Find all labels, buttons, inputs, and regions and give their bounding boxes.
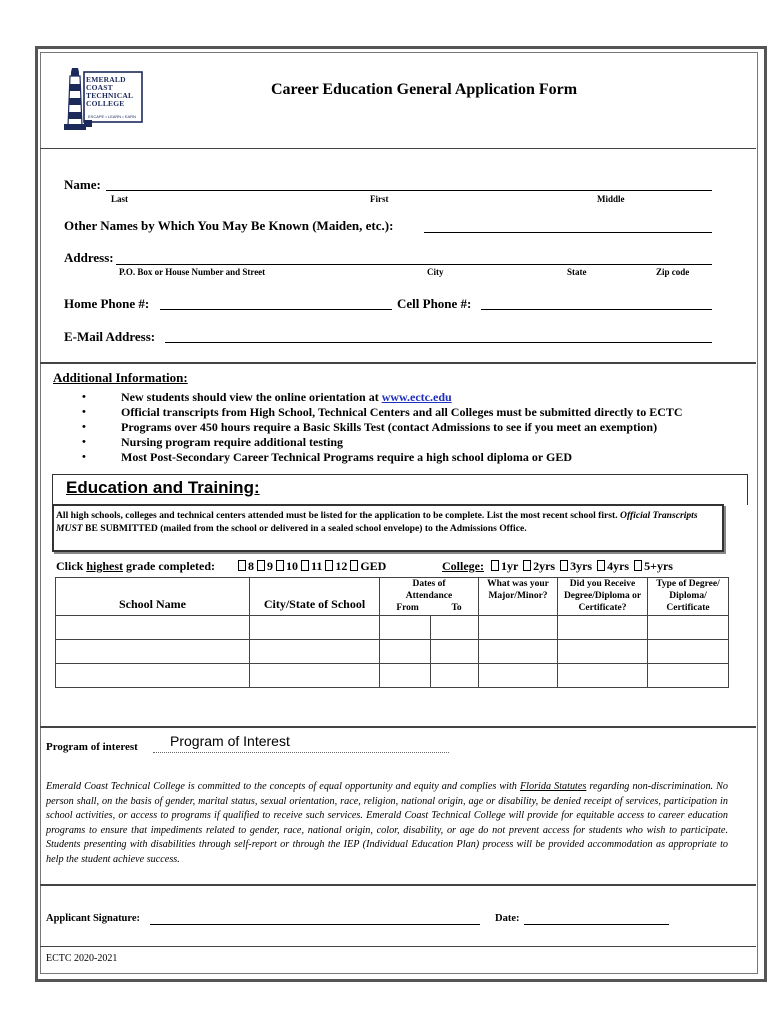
cell-major[interactable] <box>479 616 558 640</box>
education-heading: Education and Training: <box>66 478 260 497</box>
college-checkbox[interactable] <box>523 559 555 573</box>
grade-checkbox[interactable] <box>325 559 347 573</box>
cell-type[interactable] <box>648 664 729 688</box>
name-label: Name: <box>64 177 101 192</box>
other-names-field[interactable] <box>424 232 712 233</box>
date-label: Date: <box>495 913 520 924</box>
email-label: E-Mail Address: <box>64 329 156 344</box>
note-text: All high schools, colleges and technical centers attended must be listed for the application to be complete. List the most recent school first. <box>56 510 621 521</box>
program-input[interactable]: Program of Interest <box>170 733 290 749</box>
divider <box>40 726 756 728</box>
college-option: 1yr <box>501 559 519 573</box>
note-emphasis: Official Transcripts MUST <box>56 510 698 534</box>
grade-checkbox[interactable] <box>301 559 322 573</box>
col-type: Type of Degree/ Diploma/ Certificate <box>648 578 729 616</box>
cell-degree[interactable] <box>558 616 648 640</box>
cell-to[interactable] <box>431 664 479 688</box>
info-item <box>58 390 738 405</box>
grade-option: 10 <box>286 559 298 573</box>
cell-degree[interactable] <box>558 640 648 664</box>
cell-city[interactable] <box>250 640 380 664</box>
grade-option: 12 <box>335 559 348 573</box>
home-phone-label: Home Phone #: <box>64 296 150 311</box>
education-table <box>55 577 729 688</box>
table-row <box>56 616 729 640</box>
cell-major[interactable] <box>479 640 558 664</box>
logo-line: COAST <box>86 83 113 92</box>
table-row <box>56 664 729 688</box>
cell-major[interactable] <box>479 664 558 688</box>
additional-info-heading: Additional Information: <box>53 370 188 385</box>
cell-school[interactable] <box>56 616 250 640</box>
college-option: 5+yrs <box>644 559 673 573</box>
college-checkbox[interactable] <box>634 559 673 573</box>
florida-statutes-link: Florida Statutes <box>519 781 587 792</box>
cell-to[interactable] <box>431 640 479 664</box>
dates-heading: Dates of Attendance <box>405 579 453 601</box>
grade-option: 11 <box>311 559 323 573</box>
ectc-logo <box>62 64 146 134</box>
grade-checkbox[interactable] <box>350 559 386 573</box>
additional-info-list <box>58 390 738 465</box>
divider <box>40 148 756 149</box>
info-item: • Most Post-Secondary Career Technical Programs require a high school diploma or GED <box>58 450 738 465</box>
info-item-text: New students should view the online orientation at <box>121 390 382 404</box>
college-option: 3yrs <box>570 559 593 573</box>
footer-code: ECTC 2020-2021 <box>46 953 118 964</box>
cell-to[interactable] <box>431 616 479 640</box>
form-title: Career Education General Application Form <box>271 81 578 98</box>
home-phone-field[interactable] <box>160 309 392 310</box>
grade-checkbox[interactable] <box>276 559 298 573</box>
logo-tagline: ESCAPE • LEARN • EARN <box>88 114 136 119</box>
signature-field[interactable] <box>150 924 480 925</box>
name-field[interactable] <box>106 190 712 191</box>
program-field-line <box>153 752 449 753</box>
dates-subheads <box>380 602 478 614</box>
grade-text: grade completed: <box>123 559 216 573</box>
table-row <box>56 640 729 664</box>
logo-wordmark <box>86 76 133 108</box>
cell-phone-label: Cell Phone #: <box>397 296 472 311</box>
email-field[interactable] <box>165 342 712 343</box>
college-options <box>491 559 673 574</box>
name-sub-middle: Middle <box>597 194 625 204</box>
address-sub-city: City <box>427 267 444 277</box>
name-sub-last: Last <box>111 194 129 204</box>
name-sub-first: First <box>370 194 389 204</box>
col-degree: Did you Receive Degree/Diploma or Certificate? <box>558 578 648 616</box>
other-names-label: Other Names by Which You May Be Known (Maiden, etc.): <box>64 218 394 233</box>
signature-label: Applicant Signature: <box>46 913 141 924</box>
col-school-name: School Name <box>56 578 250 616</box>
cell-school[interactable] <box>56 640 250 664</box>
address-field[interactable] <box>116 264 712 265</box>
address-label: Address: <box>64 250 114 265</box>
grade-option: 9 <box>267 559 273 573</box>
divider <box>40 884 756 886</box>
college-label: College: <box>442 559 484 573</box>
cell-from[interactable] <box>380 640 431 664</box>
cell-city[interactable] <box>250 664 380 688</box>
logo-line: COLLEGE <box>86 99 125 108</box>
grade-emphasis: highest <box>86 559 124 573</box>
college-checkbox[interactable] <box>597 559 629 573</box>
address-sub-street: P.O. Box or House Number and Street <box>119 267 266 277</box>
grade-text: Click <box>56 559 87 573</box>
col-major: What was your Major/Minor? <box>479 578 558 616</box>
info-item: • Official transcripts from High School, Technical Centers and all Colleges must be submitted directly to ECTC <box>58 405 738 420</box>
equal-opportunity-notice <box>46 780 728 868</box>
ectc-website-link[interactable]: www.ectc.edu <box>381 390 452 404</box>
grade-option: GED <box>360 559 387 573</box>
cell-city[interactable] <box>250 616 380 640</box>
college-checkbox[interactable] <box>560 559 592 573</box>
college-checkbox[interactable] <box>491 559 518 573</box>
col-to: To <box>451 603 462 613</box>
college-option: 4yrs <box>607 559 630 573</box>
cell-phone-field[interactable] <box>481 309 712 310</box>
info-item: • Nursing program require additional testing <box>58 435 738 450</box>
note-text: BE SUBMITTED (mailed from the school or delivered in a sealed school envelope) to the Admissions Office. <box>82 523 527 534</box>
cell-school[interactable] <box>56 664 250 688</box>
date-field[interactable] <box>524 924 669 925</box>
table-header-row <box>56 578 729 616</box>
logo-line: TECHNICAL <box>86 91 134 100</box>
grade-question <box>56 559 215 574</box>
address-sub-zip: Zip code <box>656 267 690 277</box>
cell-type[interactable] <box>648 616 729 640</box>
grade-option: 8 <box>248 559 254 573</box>
grade-checkbox[interactable] <box>238 559 254 573</box>
cell-type[interactable] <box>648 640 729 664</box>
divider <box>40 946 756 947</box>
logo-line: EMERALD <box>86 75 126 84</box>
col-city-state: City/State of School <box>250 578 380 616</box>
col-dates <box>380 578 479 616</box>
grade-checkbox[interactable] <box>257 559 273 573</box>
education-note <box>56 509 716 535</box>
college-option: 2yrs <box>533 559 556 573</box>
col-from: From <box>396 603 419 613</box>
notice-text: Emerald Coast Technical College is committed to the concepts of equal opportunity and equity and complies with <box>46 781 520 792</box>
cell-degree[interactable] <box>558 664 648 688</box>
info-item: • Programs over 450 hours require a Basic Skills Test (contact Admissions to see if you meet an exemption) <box>58 420 738 435</box>
grade-options <box>238 559 386 574</box>
cell-from[interactable] <box>380 664 431 688</box>
divider <box>40 362 756 364</box>
program-label: Program of interest <box>46 741 138 753</box>
notice-text: regarding non-discrimination. No person shall, on the basis of gender, marital status, sexual orientation, race, religion, national origin, age or disability, be denied receipt of services, participation in school activities, or access to programs if qualified to receive such services. Emerald Coast Technical College will provide for equitable access to career education programs to ensure that impediments related to gender, race, national origin, color, disability, or age do not prevent access for students who wish to participate. Students presenting with disabilities through self-report or through the IEP (Individual Education Plan) process will be provided accommodation as appropriate to help the student achieve success. <box>46 781 729 865</box>
cell-from[interactable] <box>380 616 431 640</box>
address-sub-state: State <box>567 267 587 277</box>
